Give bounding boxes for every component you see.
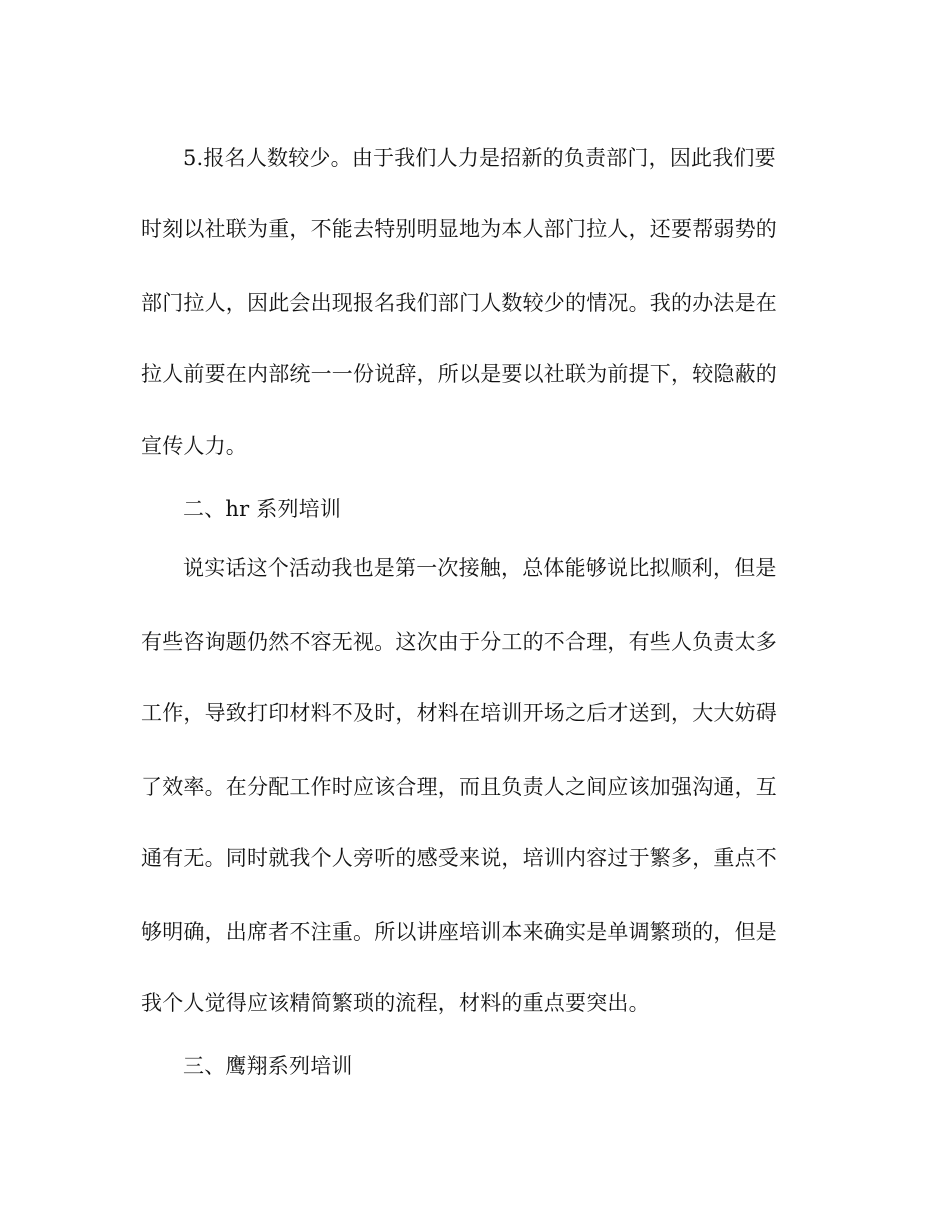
paragraph-line: 时刻以社联为重，不能去特别明显地为本人部门拉人，还要帮弱势的	[141, 217, 777, 241]
section-heading: 二、hr 系列培训	[183, 497, 342, 521]
paragraph-line: 了效率。在分配工作时应该合理，而且负责人之间应该加强沟通，互	[141, 775, 777, 799]
paragraph-line: 够明确，出席者不注重。所以讲座培训本来确实是单调繁琐的，但是	[141, 920, 777, 944]
paragraph-line: 拉人前要在内部统一一份说辞，所以是要以社联为前提下，较隐蔽的	[141, 362, 777, 386]
paragraph-line: 说实话这个活动我也是第一次接触，总体能够说比拟顺利，但是	[183, 556, 777, 580]
paragraph-line: 通有无。同时就我个人旁听的感受来说，培训内容过于繁多，重点不	[141, 846, 777, 870]
paragraph-line: 5.报名人数较少。由于我们人力是招新的负责部门，因此我们要	[183, 146, 776, 170]
paragraph-line: 我个人觉得应该精简繁琐的流程，材料的重点要突出。	[141, 991, 650, 1015]
paragraph-line: 有些咨询题仍然不容无视。这次由于分工的不合理，有些人负责太多	[141, 630, 777, 654]
paragraph-line: 部门拉人，因此会出现报名我们部门人数较少的情况。我的办法是在	[141, 291, 777, 315]
paragraph-line: 工作，导致打印材料不及时，材料在培训开场之后才送到，大大妨碍	[141, 701, 777, 725]
paragraph-line: 宣传人力。	[141, 434, 247, 458]
section-heading: 三、鹰翔系列培训	[183, 1054, 353, 1078]
